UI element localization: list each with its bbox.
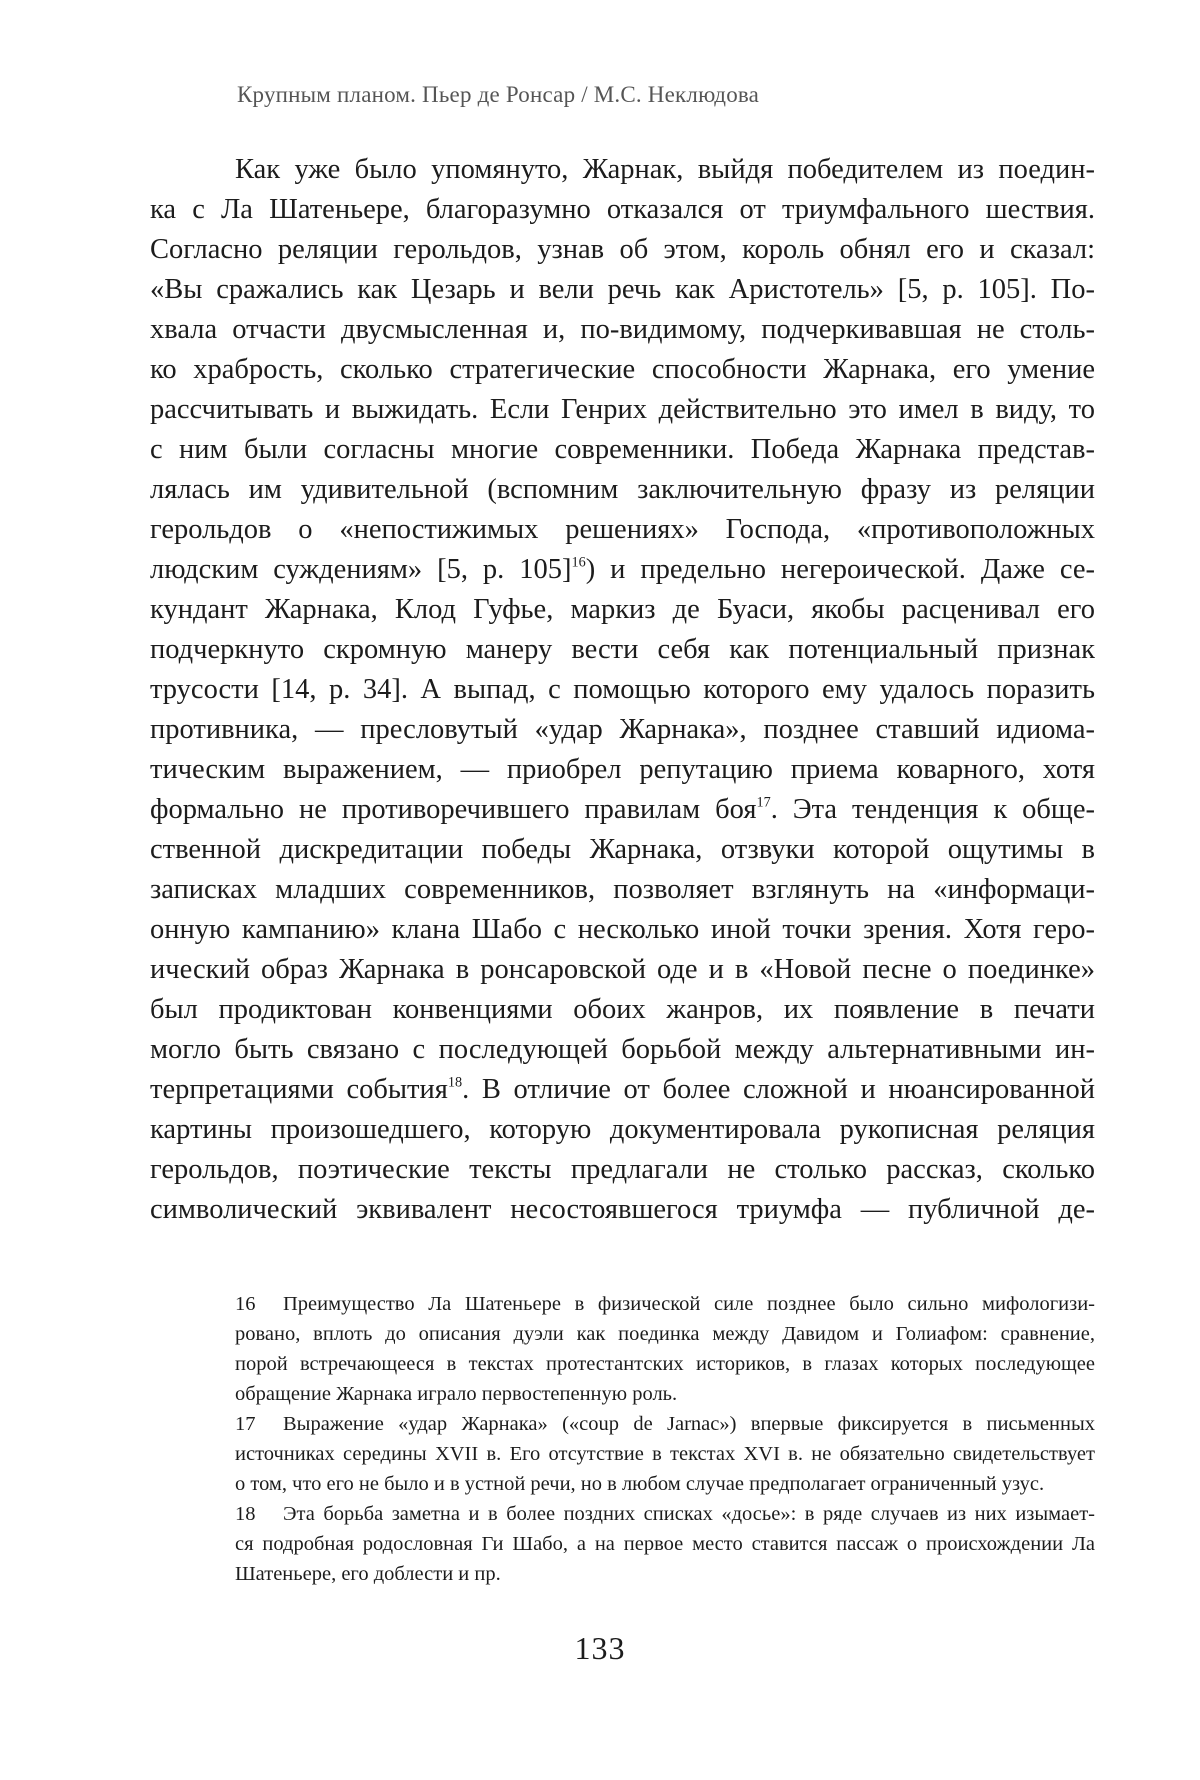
footnote-line: ся подробная родословная Ги Шабо, а на первое место ставится пассаж о происхождении Ла — [235, 1533, 1095, 1555]
body-line-text: формально не противоречившего правилам боя — [150, 794, 757, 825]
main-text-block — [150, 150, 1095, 1230]
footnote-line — [235, 1289, 1095, 1319]
body-line-text: людским суждениям» [5, p. 105] — [150, 554, 572, 585]
footnote-text: Преимущество Ла Шатеньере в физической силе позднее было сильно мифологизи- — [283, 1293, 1095, 1315]
footnote-line — [235, 1499, 1095, 1529]
body-line: Согласно реляции герольдов, узнав об этом, король обнял его и сказал: — [150, 234, 1095, 265]
body-line: был продиктован конвенциями обоих жанров, их появление в печати — [150, 994, 1095, 1025]
footnote-number: 17 — [235, 1413, 256, 1435]
footnote-18 — [235, 1499, 1095, 1589]
footnote-line: Шатеньере, его доблести и пр. — [235, 1563, 501, 1585]
page-number: 133 — [574, 1630, 626, 1666]
body-line: символический эквивалент несостоявшегося триумфа — публичной де- — [150, 1194, 1095, 1225]
footnote-line: порой встречающееся в текстах протестантских историков, в глазах которых последующее — [235, 1353, 1095, 1375]
body-line: могло быть связано с последующей борьбой между альтернативными ин- — [150, 1034, 1095, 1065]
footnote-number: 18 — [235, 1503, 256, 1525]
footnote-text: Эта борьба заметна и в более поздних списках «досье»: в ряде случаев из них изымает- — [283, 1503, 1095, 1525]
body-line: «Вы сражались как Цезарь и вели речь как Аристотель» [5, p. 105]. По- — [150, 274, 1095, 305]
body-line: ический образ Жарнака в ронсаровской оде и в «Новой песне о поединке» — [150, 954, 1095, 985]
footnote-number: 16 — [235, 1293, 256, 1315]
footnote-16 — [235, 1289, 1095, 1409]
body-line: подчеркнуто скромную манеру вести себя как потенциальный признак — [150, 634, 1095, 665]
body-line-text: терпретациями события — [150, 1074, 448, 1105]
footnote-line: источниках середины XVII в. Его отсутствие в текстах XVI в. не обязательно свидетельствует — [235, 1443, 1095, 1465]
body-line: ка с Ла Шатеньере, благоразумно отказался от триумфального шествия. — [150, 194, 1095, 225]
body-line: Как уже было упомянуто, Жарнак, выйдя победителем из поедин- — [235, 154, 1095, 185]
body-line-text: . Эта тенденция к обще- — [770, 794, 1095, 825]
body-line — [150, 790, 1095, 830]
footnote-ref-18[interactable]: 18 — [447, 1074, 463, 1091]
body-line: герольдов о «непостижимых решениях» Господа, «противоположных — [150, 514, 1095, 545]
body-line: картины произошедшего, которую документировала рукописная реляция — [150, 1114, 1095, 1145]
body-line: противника, — пресловутый «удар Жарнака», позднее ставший идиома- — [150, 714, 1095, 745]
body-line-text: . В отличие от более сложной и нюансированной — [462, 1074, 1095, 1105]
footnote-ref-17[interactable]: 17 — [756, 794, 771, 811]
body-line — [150, 550, 1095, 590]
footnote-text: Выражение «удар Жарнака» («coup de Jarnac») впервые фиксируется в письменных — [283, 1413, 1095, 1435]
body-line: записках младших современников, позволяет взглянуть на «информаци- — [150, 874, 1095, 905]
body-line: онную кампанию» клана Шабо с несколько иной точки зрения. Хотя геро- — [150, 914, 1095, 945]
body-line: кундант Жарнака, Клод Гуфье, маркиз де Буаси, якобы расценивал его — [150, 594, 1095, 625]
body-line: трусости [14, p. 34]. А выпад, с помощью которого ему удалось поразить — [150, 674, 1095, 705]
footnotes-section — [235, 1289, 1095, 1589]
body-line-text: ) и предельно негероической. Даже се- — [585, 554, 1095, 585]
body-line: ственной дискредитации победы Жарнака, отзвуки которой ощутимы в — [150, 834, 1095, 865]
body-line: тическим выражением, — приобрел репутацию приема коварного, хотя — [150, 754, 1095, 785]
body-line: с ним были согласны многие современники. Победа Жарнака представ- — [150, 434, 1095, 465]
body-line — [150, 1070, 1095, 1110]
body-line: хвала отчасти двусмысленная и, по-видимому, подчеркивавшая не столь- — [150, 314, 1095, 345]
running-header: Крупным планом. Пьер де Ронсар / М.С. Неклюдова — [237, 82, 760, 107]
footnote-ref-16[interactable]: 16 — [571, 554, 586, 571]
body-line: рассчитывать и выжидать. Если Генрих действительно это имел в виду, то — [150, 394, 1095, 425]
body-line: герольдов, поэтические тексты предлагали не столько рассказ, сколько — [150, 1154, 1095, 1185]
footnote-line: обращение Жарнака играло первостепенную роль. — [235, 1383, 678, 1405]
footnote-line: ровано, вплоть до описания дуэли как поединка между Давидом и Голиафом: сравнение, — [235, 1323, 1095, 1345]
body-line: лялась им удивительной (вспомним заключительную фразу из реляции — [150, 474, 1095, 505]
footnote-line: о том, что его не было и в устной речи, но в любом случае предполагает ограниченный узус. — [235, 1473, 1045, 1495]
footnote-17 — [235, 1409, 1095, 1499]
body-line: ко храбрость, сколько стратегические способности Жарнака, его умение — [150, 354, 1095, 385]
footnote-line — [235, 1409, 1095, 1439]
